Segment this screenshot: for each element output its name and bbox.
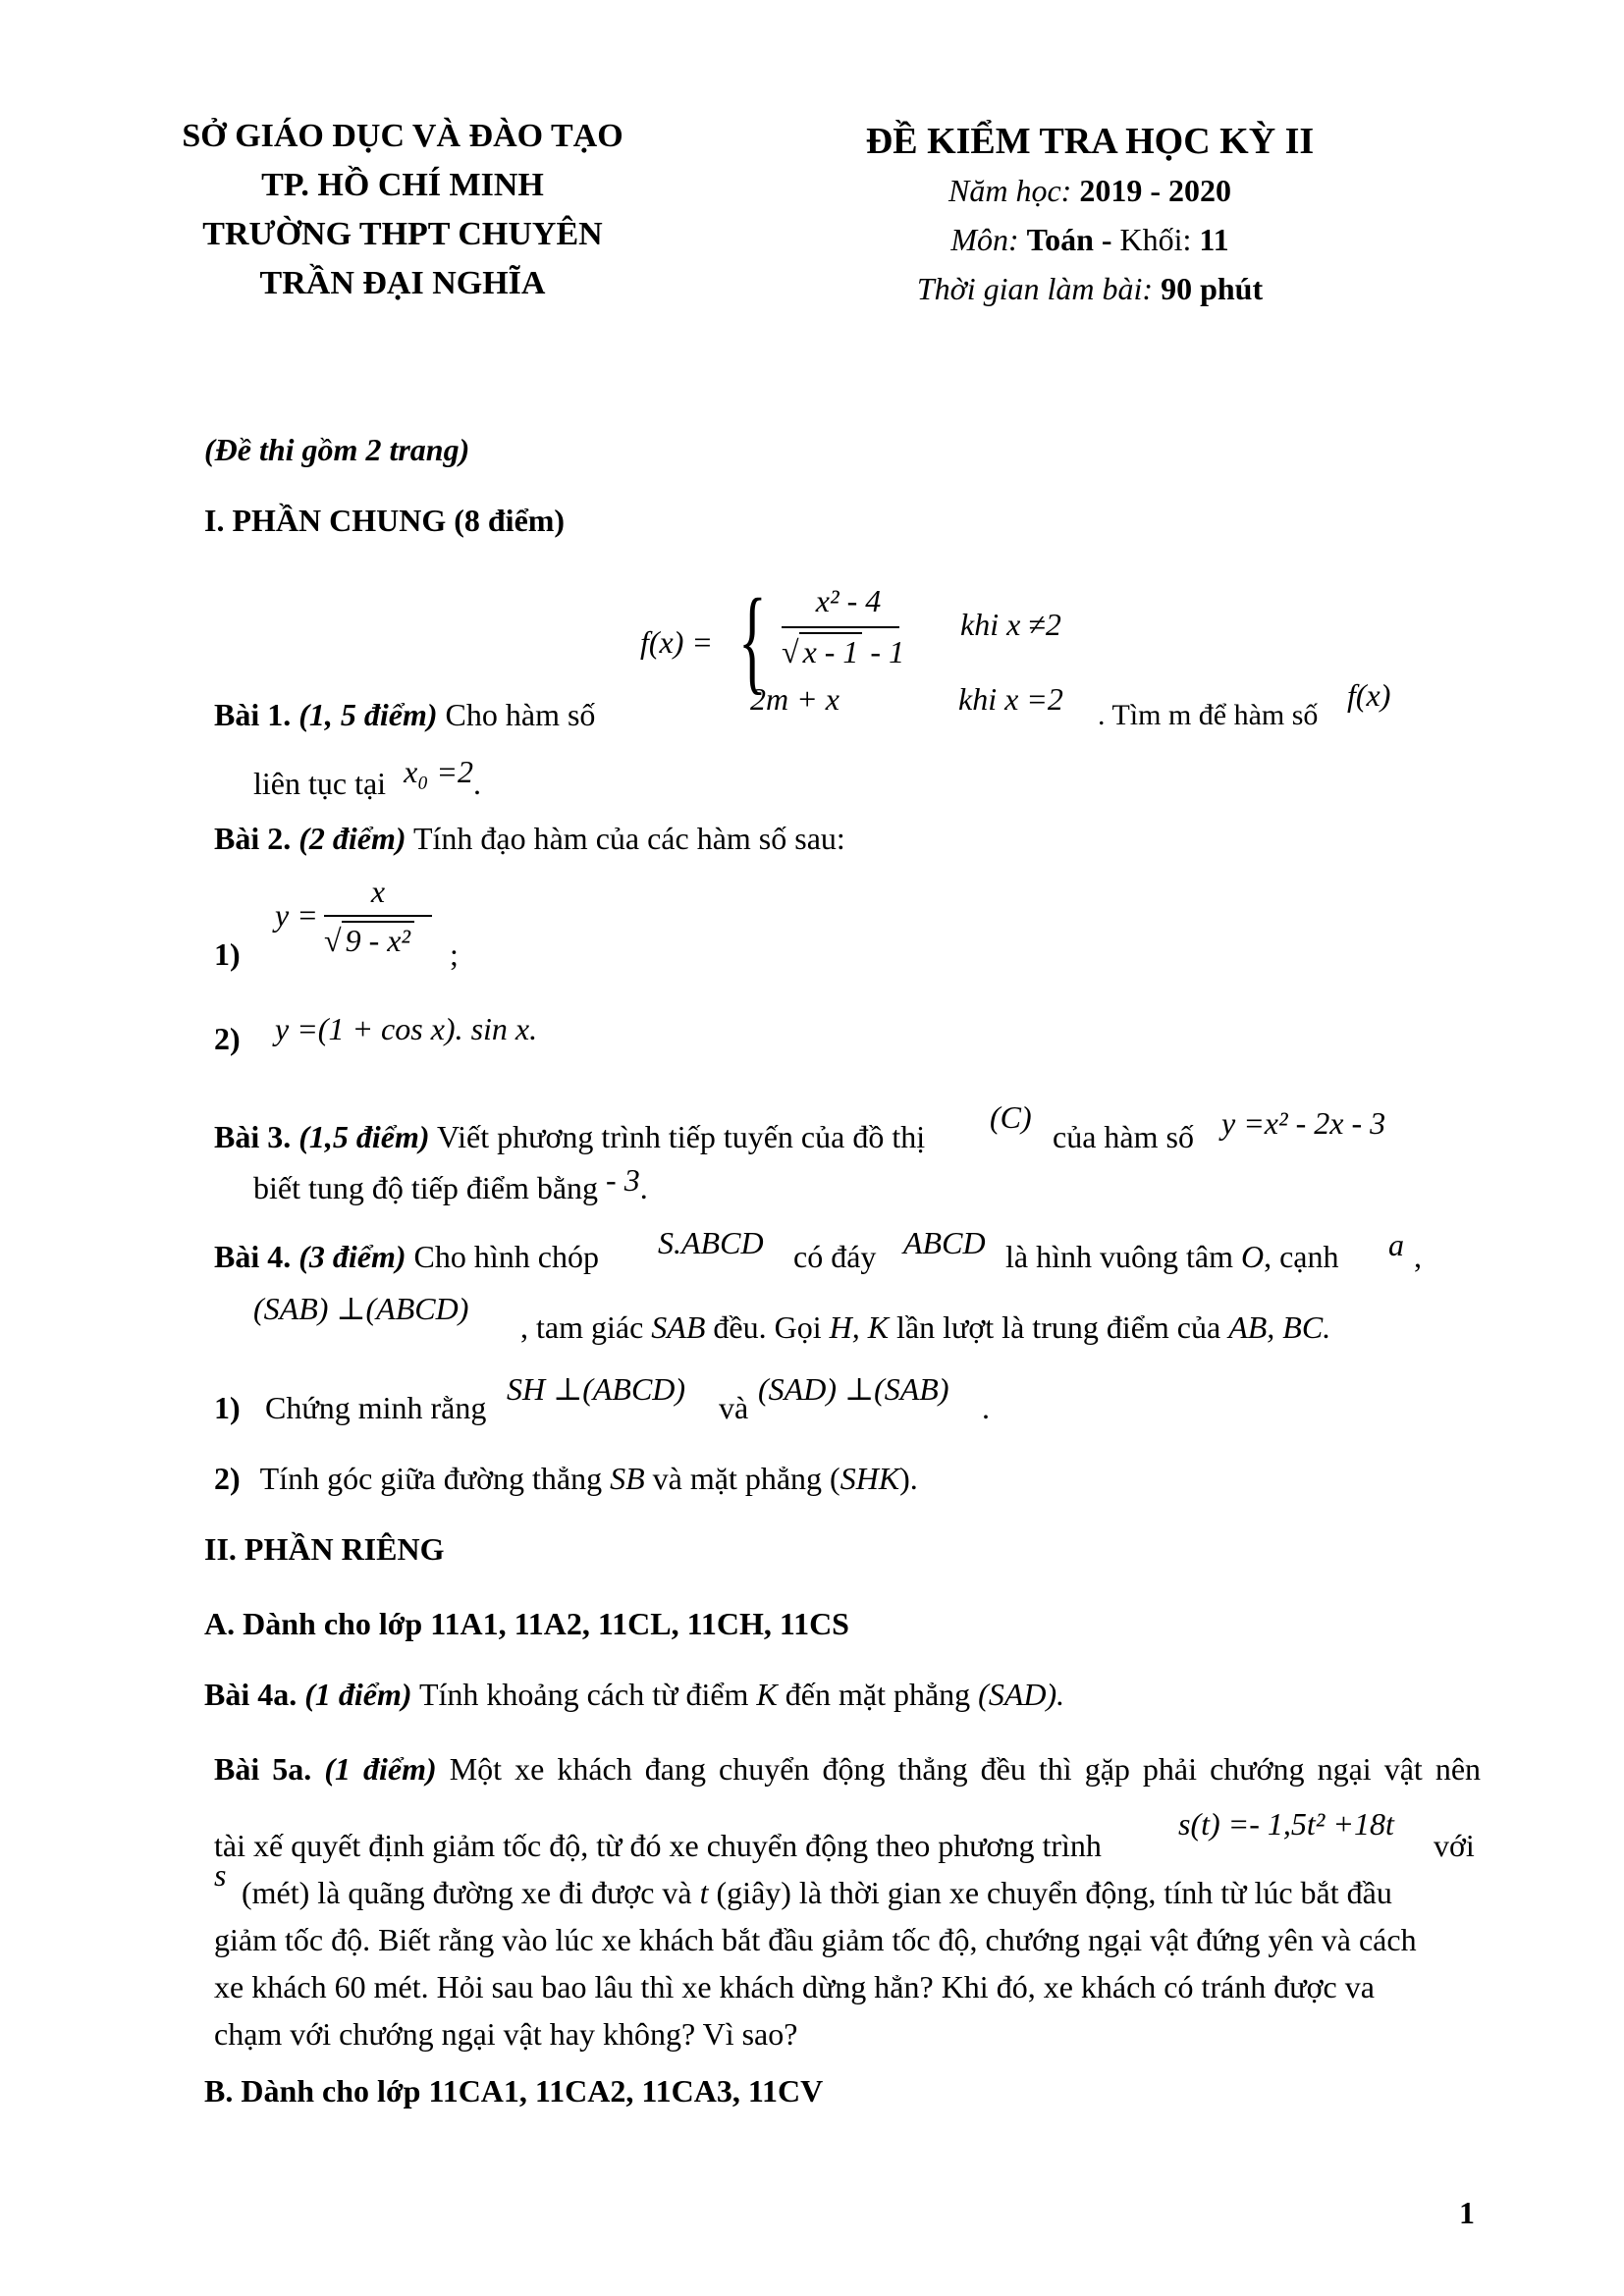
angle-text: Tính góc giữa đường thẳng <box>259 1461 603 1496</box>
segments-ab-bc: AB, BC. <box>1228 1309 1331 1345</box>
item-2-label: 2) <box>214 1461 241 1496</box>
fraction-bar <box>782 626 899 628</box>
problem-2-points: (2 điểm) <box>298 821 406 856</box>
period: . <box>472 766 481 801</box>
item-1-formula-2: (SAD) ⊥(SAB) <box>758 1371 949 1407</box>
and-text: và <box>719 1390 749 1425</box>
problem-5a-label: Bài 5a. <box>214 1751 312 1787</box>
problem-1-task: . Tìm m để hàm số <box>1098 699 1319 731</box>
item-1-denominator: √ 9 - x² <box>324 921 414 959</box>
problem-4-intro <box>214 1239 599 1275</box>
item-1-text: Chứng minh rằng <box>265 1390 487 1425</box>
problem-3-function: y =x² - 2x - 3 <box>1221 1105 1386 1141</box>
item-1-formula-1: SH ⊥(ABCD) <box>507 1371 686 1407</box>
ordinate-value: - 3 <box>606 1162 640 1198</box>
item-1-end: ; <box>450 936 459 972</box>
problem-4a-text2: đến mặt phẳng <box>785 1677 971 1712</box>
period: . <box>529 1011 538 1046</box>
problem-2-label: Bài 2. <box>214 821 292 856</box>
period: . <box>982 1390 990 1425</box>
problem-5a-line6: chạm với chướng ngại vật hay không? Vì sao? <box>214 2016 798 2052</box>
distance-text: (mét) là quãng đường xe đi được và <box>242 1875 692 1910</box>
problem-4a-text: Tính khoảng cách từ điểm <box>418 1677 749 1712</box>
header-school: TRƯỜNG THPT CHUYÊN <box>202 216 603 252</box>
subject-line <box>835 222 1345 258</box>
problem-5a-line3 <box>242 1875 1392 1911</box>
ordinate-text: biết tung độ tiếp điểm bằng <box>253 1170 599 1205</box>
point-x0: x₀ =2 <box>404 754 473 789</box>
comma: , <box>1414 1239 1422 1274</box>
problem-1-intro <box>214 697 595 733</box>
triangle-sab: SAB <box>651 1309 706 1345</box>
problem-4a-points: (1 điểm) <box>304 1677 412 1712</box>
square-text: là hình vuông tâm <box>1005 1239 1233 1274</box>
item-1-label: 1) <box>214 1390 241 1425</box>
problem-1-line2 <box>253 754 481 802</box>
problem-5a-line4: giảm tốc độ. Biết rằng vào lúc xe khách bắt đầu giảm tốc độ, chướng ngại vật đứng yên và cách <box>214 1922 1417 1957</box>
piecewise-brace: { <box>738 574 767 705</box>
closing: ). <box>899 1461 918 1496</box>
problem-2-intro <box>214 821 845 857</box>
item-2-label: 2) <box>214 1021 241 1056</box>
item-1-label: 1) <box>214 936 241 972</box>
grade-label: Khối: <box>1119 222 1192 257</box>
year-label: Năm học: <box>948 173 1072 208</box>
item-1-numerator: x <box>370 874 386 909</box>
point-k: K <box>756 1677 778 1712</box>
motion-equation: s(t) =- 1,5t² +18t <box>1178 1806 1394 1842</box>
problem-4-text3 <box>1005 1239 1338 1275</box>
sqrt-radicand: x - 1 <box>799 632 863 670</box>
problem-3-points: (1,5 điểm) <box>298 1119 430 1154</box>
section-a-title: A. Dành cho lớp 11A1, 11A2, 11CL, 11CH, 11CS <box>204 1606 849 1641</box>
problem-4a <box>204 1677 1064 1713</box>
header-school-name: TRẦN ĐẠI NGHĨA <box>259 265 546 301</box>
problem-5a-line2: tài xế quyết định giảm tốc độ, từ đó xe chuyển động theo phương trình <box>214 1828 1102 1863</box>
plane-sad: (SAD). <box>978 1677 1065 1712</box>
case2-condition: khi x =2 <box>958 681 1063 717</box>
points-hk: H, K <box>829 1309 890 1345</box>
problem-3-label: Bài 3. <box>214 1119 292 1154</box>
period: . <box>639 1170 648 1205</box>
header-dept: SỞ GIÁO DỤC VÀ ĐÀO TẠO <box>182 118 623 154</box>
exam-title: ĐỀ KIỂM TRA HỌC KỲ II <box>865 121 1315 162</box>
plane-perpendicular: (SAB) ⊥(ABCD) <box>253 1291 469 1326</box>
problem-5a-line1 <box>214 1751 1481 1788</box>
year-value: 2019 - 2020 <box>1079 173 1231 208</box>
problem-4-text: Cho hình chóp <box>413 1239 599 1274</box>
side-text: , cạnh <box>1264 1239 1339 1274</box>
grade-value: 11 <box>1199 222 1229 257</box>
header-city: TP. HỒ CHÍ MINH <box>261 167 544 203</box>
section-title-common: I. PHẦN CHUNG (8 điểm) <box>204 503 566 538</box>
problem-4-text2: có đáy <box>793 1239 877 1274</box>
time-line <box>835 271 1345 307</box>
item-2-formula: y =(1 + cos x). sin x <box>275 1011 530 1046</box>
item-1-lhs: y = <box>275 897 318 933</box>
subject-value: Toán - <box>1026 222 1112 257</box>
graph-c: (C) <box>990 1099 1032 1135</box>
function-lhs: f(x) = <box>640 624 713 660</box>
case1-den-tail: - 1 <box>870 634 905 669</box>
time-value: 90 phút <box>1161 271 1264 306</box>
time-label: Thời gian làm bài: <box>916 271 1154 306</box>
midpoint-text: lần lượt là trung điểm của <box>896 1309 1221 1345</box>
case1-numerator: x² - 4 <box>815 583 882 618</box>
case1-denominator: √ x - 1 - 1 <box>782 634 905 669</box>
problem-1-points: (1, 5 điểm) <box>298 697 438 732</box>
plane-text: và mặt phẳng ( <box>652 1461 840 1496</box>
problem-4-points: (3 điểm) <box>298 1239 406 1274</box>
page-number: 1 <box>1459 2195 1475 2230</box>
pyramid-name: S.ABCD <box>658 1225 764 1260</box>
case2-expression: 2m + x <box>750 681 839 717</box>
section-b-title: B. Dành cho lớp 11CA1, 11CA2, 11CA3, 11CV <box>204 2073 824 2109</box>
problem-3-text2: của hàm số <box>1053 1119 1194 1154</box>
problem-4-line2 <box>520 1309 1330 1346</box>
fraction-bar <box>324 915 432 917</box>
item-2 <box>214 1461 918 1497</box>
problem-5a-line5: xe khách 60 mét. Hỏi sau bao lâu thì xe khách dừng hẳn? Khi đó, xe khách có tránh được va <box>214 1969 1375 2004</box>
sqrt-radicand: 9 - x² <box>342 921 414 959</box>
variable-s: s <box>214 1857 227 1893</box>
school-year <box>835 173 1345 209</box>
page-count-note: (Đề thi gồm 2 trang) <box>204 432 470 467</box>
problem-5a-text1: Một xe khách đang chuyển động thẳng đều thì gặp phải chướng ngại vật nên <box>449 1751 1482 1787</box>
line-sb: SB <box>610 1461 645 1496</box>
equilateral-text: đều. Gọi <box>713 1309 822 1345</box>
problem-1-text: Cho hàm số <box>445 697 596 732</box>
case1-condition: khi x ≠2 <box>960 607 1061 642</box>
section-title-separate: II. PHẦN RIÊNG <box>204 1531 445 1567</box>
with-text: với <box>1434 1828 1475 1863</box>
function-ref: f(x) <box>1347 677 1391 713</box>
problem-5a-points: (1 điểm) <box>324 1751 437 1787</box>
variable-t: t <box>699 1875 709 1910</box>
side-a: a <box>1388 1227 1404 1262</box>
subject-label: Môn: <box>950 222 1019 257</box>
continuity-text: liên tục tại <box>253 766 387 801</box>
problem-1-label: Bài 1. <box>214 697 292 732</box>
plane-shk: SHK <box>839 1461 900 1496</box>
problem-2-text: Tính đạo hàm của các hàm số sau: <box>412 821 845 856</box>
problem-3-line2 <box>253 1162 648 1206</box>
problem-4a-label: Bài 4a. <box>204 1677 298 1712</box>
problem-3-intro <box>214 1119 925 1155</box>
center-o: O <box>1240 1239 1265 1274</box>
problem-4-label: Bài 4. <box>214 1239 292 1274</box>
time-text: (giây) là thời gian xe chuyển động, tính từ lúc bắt đầu <box>716 1875 1392 1910</box>
problem-3-text: Viết phương trình tiếp tuyến của đồ thị <box>436 1119 926 1154</box>
triangle-text: , tam giác <box>520 1309 644 1345</box>
item-2-expression <box>275 1011 537 1047</box>
base-name: ABCD <box>903 1225 986 1260</box>
